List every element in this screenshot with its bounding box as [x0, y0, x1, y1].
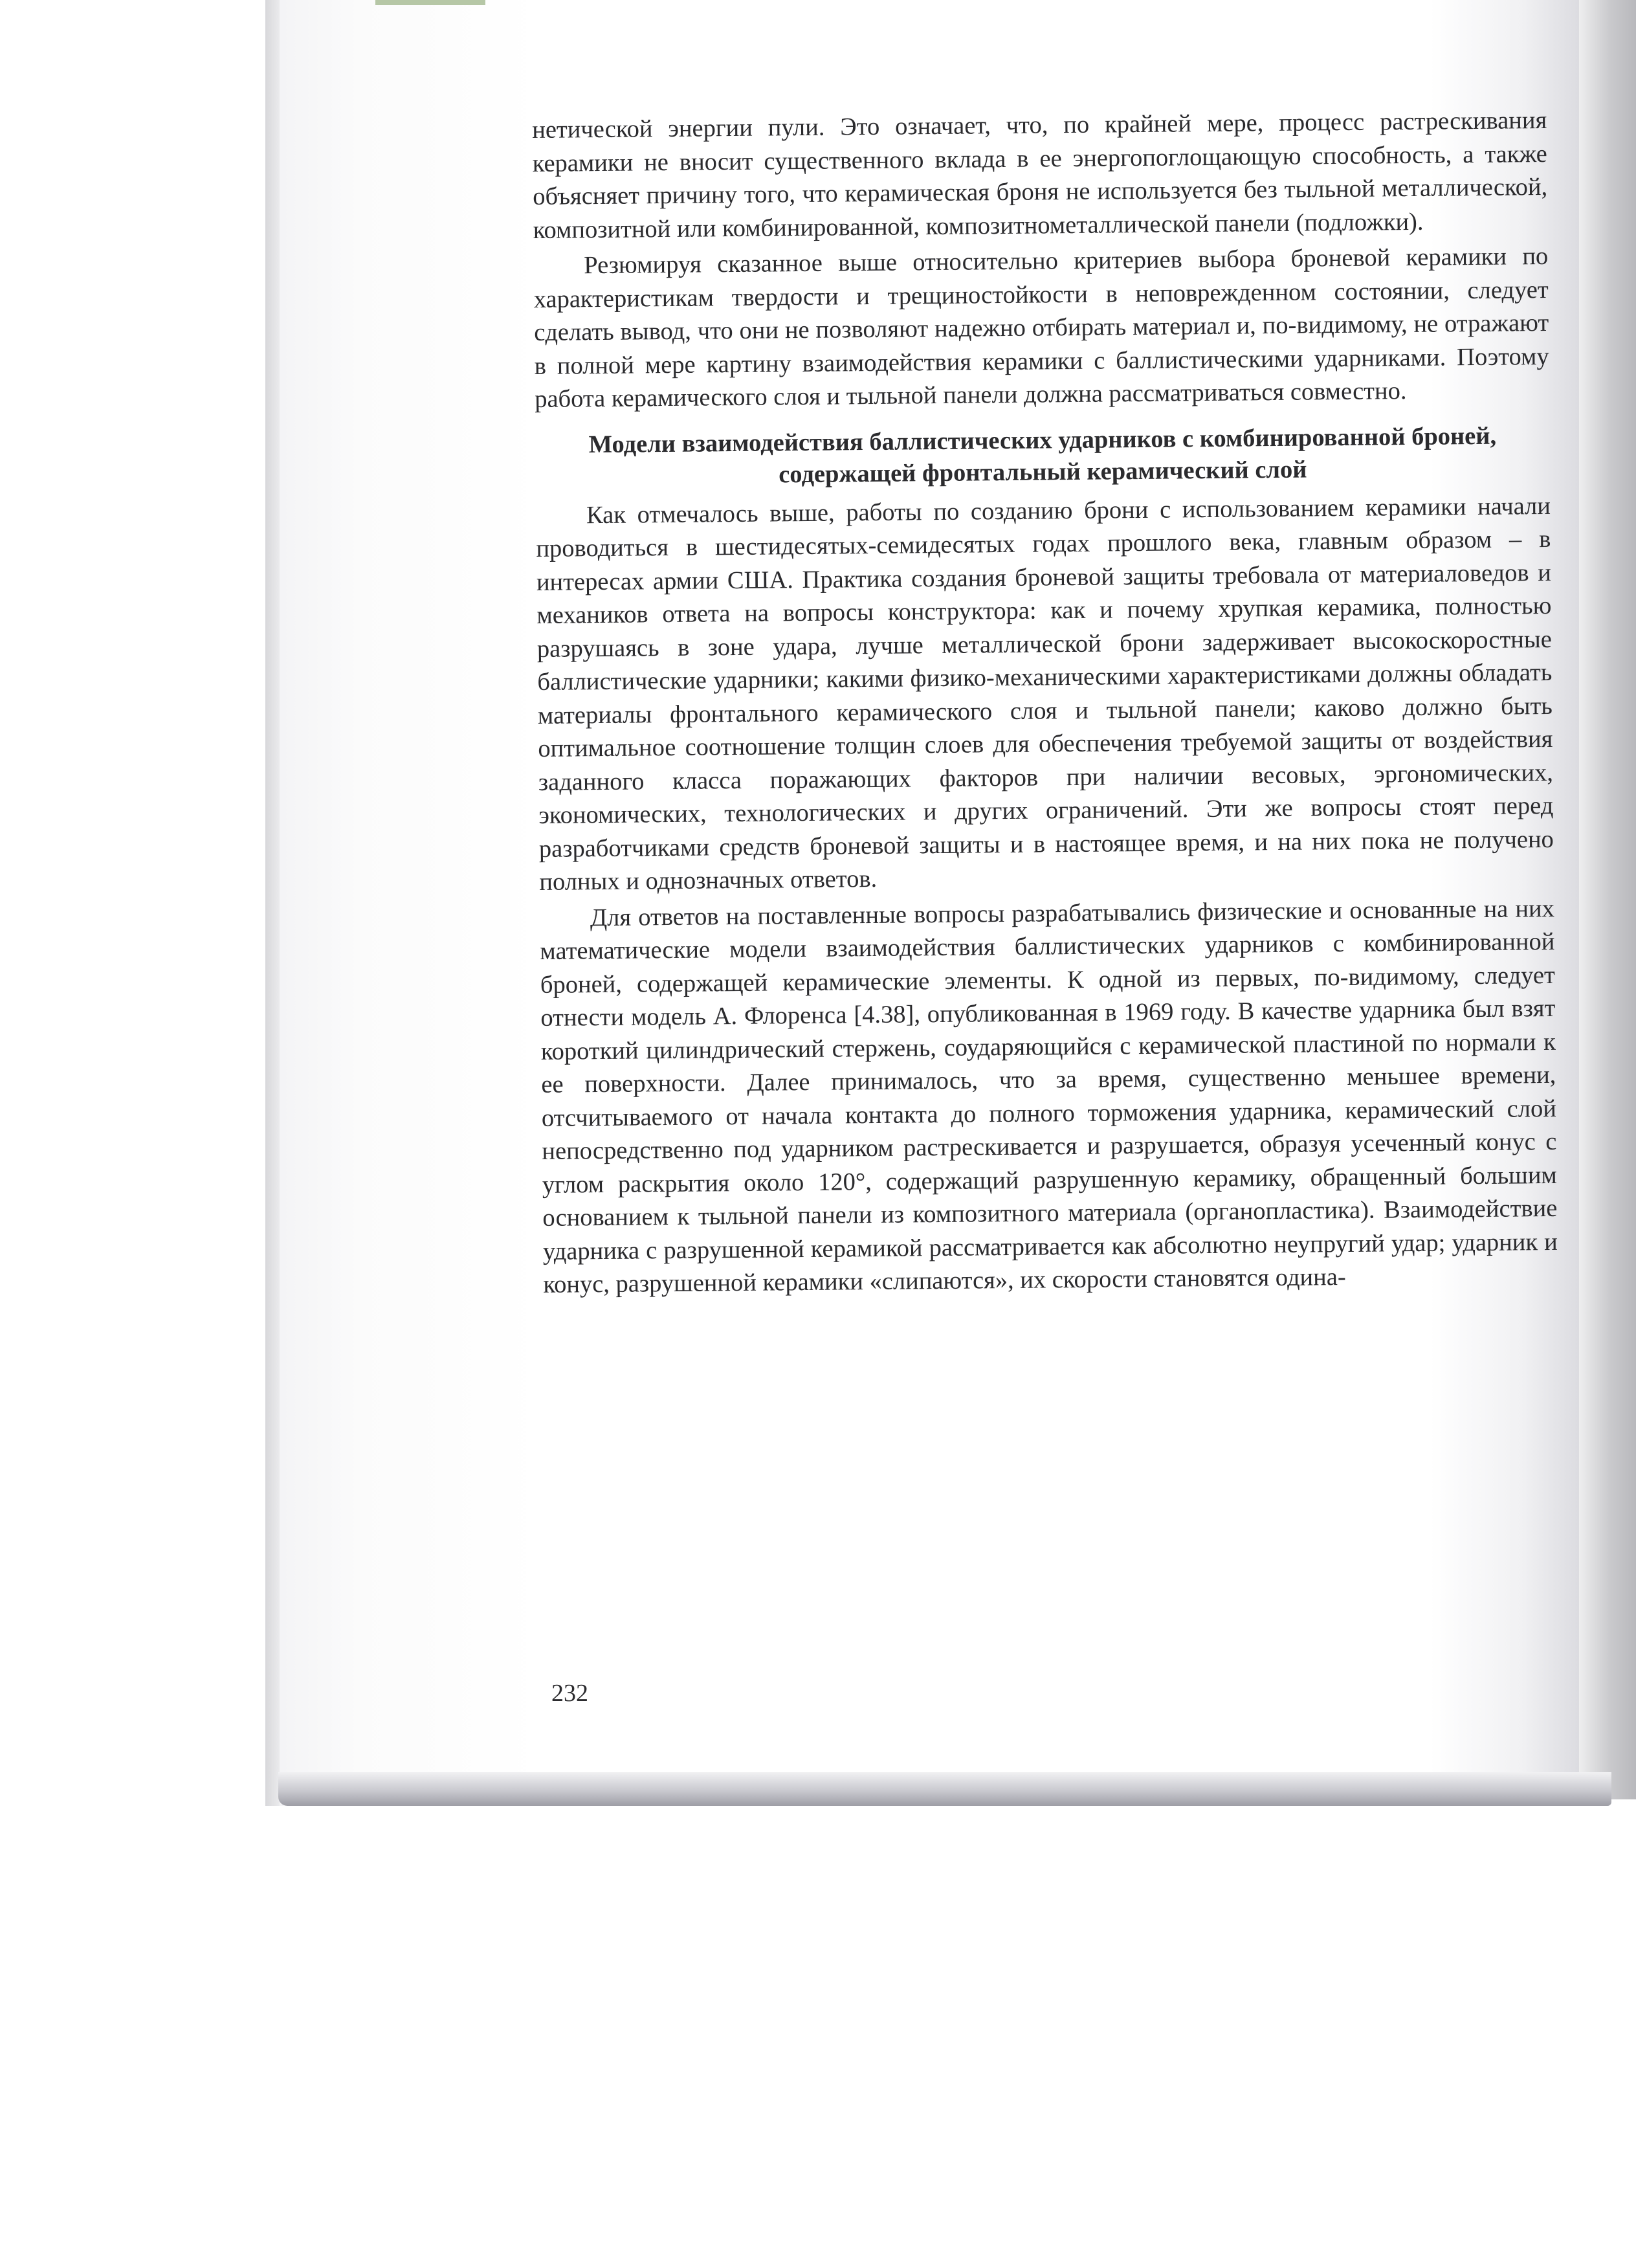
section-heading: Модели взаимодействия баллистических ударников с комбинированной броней, содержащей фронтальный керамический слой: [588, 422, 1497, 488]
paragraph-2: Резюмируя сказанное выше относительно критериев выбора броневой керамики по характеристикам твердости и трещиностойкости в неповрежденном состоянии, следует сделать вывод, что они не позволяют надежно отбирать материал и, по-видимому, не отражают в полной мере картину взаимодействия керамики с баллистическими ударниками. Поэтому работа керамического слоя и тыльной панели должна рассматриваться совместно.: [533, 242, 1549, 413]
page-bottom-edge: [278, 1772, 1611, 1806]
paragraph-4: Для ответов на поставленные вопросы разрабатывались физические и основанные на них математические модели взаимодействия баллистических ударников с комбинированной броней, содержащей керамические элементы. К одной из первых, по-видимому, следует отнести модель А. Флоренса [4.38], опубликованная в 1969 году. В качестве ударника был взят короткий цилиндрический стержень, соударяющийся с керамической пластиной по нормали к ее поверхности. Далее принималось, что за время, существенно меньшее времени, отсчитываемого от начала контакта до полного торможения ударника, керамический слой непосредственно под ударником растрескивается и разрушается, образуя усеченный конус с углом раскрытия около 120°, содержащий разрушенную керамику, обращенный большим основанием к тыльной панели из композитного материала (органопластика). Взаимодействие ударника с разрушенной керамикой рассматривается как абсолютно неупругий удар; ударник и конус, разрушенной керамики «слипаются», их скорости становятся одина-: [540, 895, 1558, 1298]
page-number: 232: [551, 1680, 588, 1707]
page-text: [532, 104, 1558, 1304]
page-edge-shadow: [1579, 0, 1636, 1799]
paragraph-1: нетической энергии пули. Это означает, что, по крайней мере, процесс растрескивания керамики не вносит существенного вклада в ее энергопоглощающую способность, а также объясняет причину того, что керамическая броня не используется без тыльной металлической, композитной или комбинированной, композитнометаллической панели (подложки).: [532, 106, 1548, 244]
scan-color-mark: [375, 0, 485, 5]
paragraph-3: Как отмечалось выше, работы по созданию брони с использованием керамики начали проводиться в шестидесятых-семидесятых годах прошлого века, главным образом – в интересах армии США. Практика создания броневой защиты требовала от материаловедов и механиков ответа на вопросы конструктора: как и почему хрупкая керамика, полностью разрушаясь в зоне удара, лучше металлической брони задерживает высокоскоростные баллистические ударники; какими физико-механическими характеристиками должны обладать материалы фронтального керамического слоя и тыльной панели; каково должно быть оптимальное соотношение толщин слоев для обеспечения требуемой защиты от воздействия заданного класса поражающих факторов при наличии весовых, эргономических, экономических, технологических и других ограничений. Эти же вопросы стоят перед разработчиками средств броневой защиты и в настоящее время, и на них пока не получено полных и однозначных ответов.: [536, 492, 1554, 896]
